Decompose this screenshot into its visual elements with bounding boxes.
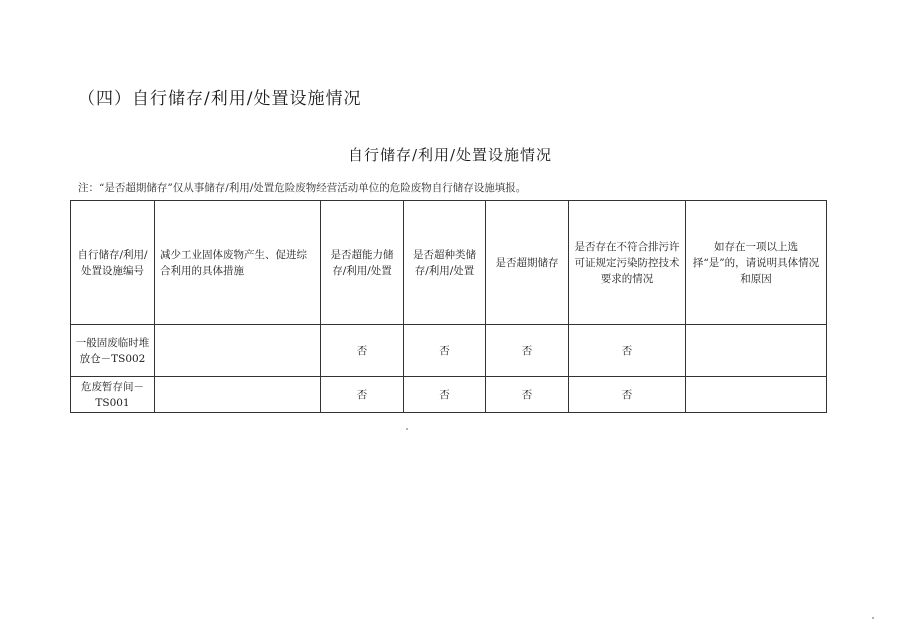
cell-measures <box>155 325 321 377</box>
section-heading: （四）自行储存/利用/处置设施情况 <box>78 89 362 109</box>
header-over-category: 是否超种类储存/利用/处置 <box>404 201 486 325</box>
cell-explanation <box>686 377 827 413</box>
table-row <box>71 325 827 377</box>
cell-overdue-storage: 否 <box>486 377 569 413</box>
cell-measures <box>155 377 321 413</box>
header-overdue-storage: 是否超期储存 <box>486 201 569 325</box>
cell-over-capacity: 否 <box>321 377 404 413</box>
cell-over-capacity: 否 <box>321 325 404 377</box>
cell-explanation <box>686 325 827 377</box>
cell-over-category: 否 <box>404 377 486 413</box>
header-noncompliant: 是否存在不符合排污许可证规定污染防控技术要求的情况 <box>569 201 686 325</box>
header-measures: 减少工业固体废物产生、促进综合利用的具体措施 <box>155 201 321 325</box>
scan-speck <box>406 428 408 430</box>
cell-over-category: 否 <box>404 325 486 377</box>
cell-noncompliant: 否 <box>569 325 686 377</box>
cell-overdue-storage: 否 <box>486 325 569 377</box>
cell-facility-id: 一般固废临时堆放仓－TS002 <box>71 325 155 377</box>
header-facility-id: 自行储存/利用/处置设施编号 <box>71 201 155 325</box>
cell-facility-id: 危废暂存间－TS001 <box>71 377 155 413</box>
scan-speck <box>872 617 874 619</box>
cell-noncompliant: 否 <box>569 377 686 413</box>
table-header-row <box>71 201 827 325</box>
table-note: 注：“是否超期储存”仅从事储存/利用/处置危险废物经营活动单位的危险废物自行储存设施填报。 <box>78 182 527 194</box>
header-over-capacity: 是否超能力储存/利用/处置 <box>321 201 404 325</box>
facility-table <box>70 200 827 413</box>
table-title: 自行储存/利用/处置设施情况 <box>347 146 553 164</box>
table-row <box>71 377 827 413</box>
header-explanation: 如存在一项以上选择“是”的，请说明具体情况和原因 <box>686 201 827 325</box>
